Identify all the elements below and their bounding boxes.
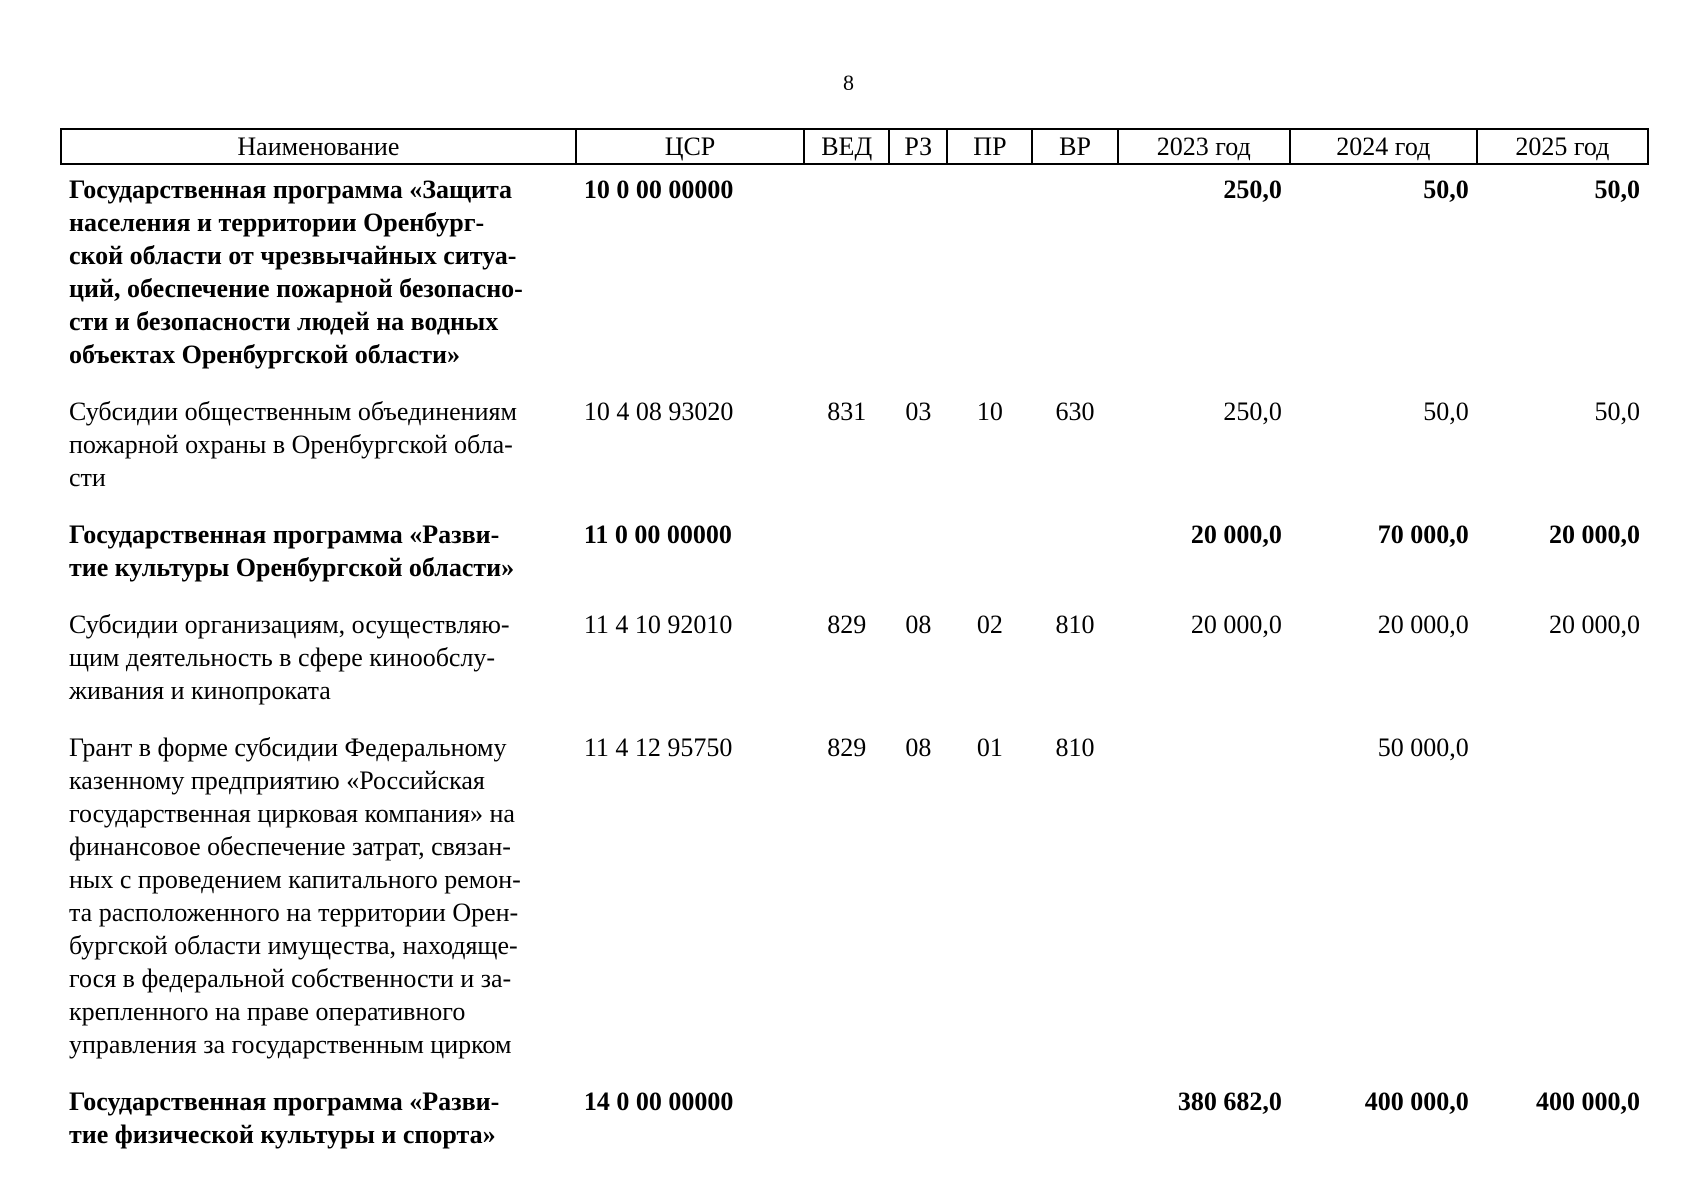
- name-line: Государственная программа «Разви-: [69, 1087, 500, 1116]
- name-line: щим деятельность в сфере кинообслу-: [69, 643, 496, 672]
- amount-2024-cell: 50 000,0: [1377, 733, 1469, 762]
- amount-2024-cell: 50,0: [1423, 397, 1469, 426]
- table-row: [61, 598, 1648, 721]
- name-line: пожарной охраны в Оренбургской обла-: [69, 430, 513, 459]
- ved-cell: [804, 508, 889, 598]
- name-line: Субсидии общественным объединениям: [69, 397, 517, 426]
- vr-cell: 810: [1055, 610, 1095, 639]
- name-line: ций, обеспечение пожарной безопасно-: [69, 274, 523, 303]
- ved-cell: 829: [827, 733, 867, 762]
- ved-cell: 829: [827, 610, 867, 639]
- header-rz: РЗ: [889, 129, 947, 164]
- amount-2023-cell: 250,0: [1223, 397, 1282, 426]
- rz-cell: [889, 1075, 947, 1165]
- pr-cell: [947, 164, 1032, 385]
- amount-2025-cell: 20 000,0: [1549, 520, 1640, 549]
- rz-cell: 08: [905, 610, 932, 639]
- name-cell: [61, 721, 576, 1075]
- name-line: ской области от чрезвычайных ситуа-: [69, 241, 517, 270]
- pr-cell: [947, 508, 1032, 598]
- program-row: [61, 164, 1648, 385]
- name-cell: [61, 1075, 576, 1165]
- amount-2024-cell: 400 000,0: [1364, 1087, 1469, 1116]
- header-2023: 2023 год: [1118, 129, 1290, 164]
- name-line: управления за государственным цирком: [69, 1030, 512, 1059]
- table-row: [61, 385, 1648, 508]
- csr-cell: 11 0 00 00000: [583, 520, 732, 549]
- ved-cell: [804, 164, 889, 385]
- name-line: бургской области имущества, находяще-: [69, 931, 518, 960]
- vr-cell: [1032, 164, 1117, 385]
- pr-cell: [947, 1075, 1032, 1165]
- name-cell: [61, 385, 576, 508]
- vr-cell: [1032, 1075, 1117, 1165]
- header-csr: ЦСР: [576, 129, 804, 164]
- name-line: сти: [69, 463, 106, 492]
- amount-2025-cell: [1477, 721, 1648, 1075]
- name-line: казенному предприятию «Российская: [69, 766, 485, 795]
- amount-2023-cell: 20 000,0: [1190, 610, 1282, 639]
- amount-2025-cell: 400 000,0: [1536, 1087, 1640, 1116]
- amount-2023-cell: 250,0: [1223, 175, 1282, 204]
- header-vr: ВР: [1032, 129, 1117, 164]
- name-line: Субсидии организациям, осуществляю-: [69, 610, 510, 639]
- name-line: та расположенного на территории Орен-: [69, 898, 519, 927]
- header-pr: ПР: [947, 129, 1032, 164]
- name-cell: [61, 508, 576, 598]
- vr-cell: [1032, 508, 1117, 598]
- program-row: [61, 1075, 1648, 1165]
- name-line: Грант в форме субсидии Федеральному: [69, 733, 507, 762]
- vr-cell: 810: [1055, 733, 1095, 762]
- amount-2023-cell: 380 682,0: [1177, 1087, 1282, 1116]
- amount-2025-cell: 50,0: [1594, 397, 1640, 426]
- name-line: ных с проведением капитального ремон-: [69, 865, 521, 894]
- header-ved: ВЕД: [804, 129, 889, 164]
- rz-cell: 03: [905, 397, 932, 426]
- name-line: населения и территории Оренбург-: [69, 208, 485, 237]
- page-number: 8: [843, 70, 854, 95]
- amount-2025-cell: 50,0: [1594, 175, 1640, 204]
- pr-cell: 02: [976, 610, 1003, 639]
- csr-cell: 10 4 08 93020: [583, 397, 734, 426]
- name-line: государственная цирковая компания» на: [69, 799, 515, 828]
- name-line: сти и безопасности людей на водных: [69, 307, 499, 336]
- header-2024: 2024 год: [1290, 129, 1477, 164]
- program-row: [61, 508, 1648, 598]
- amount-2024-cell: 20 000,0: [1377, 610, 1469, 639]
- name-line: живания и кинопроката: [69, 676, 331, 705]
- budget-table: [60, 128, 1649, 1165]
- table-header-row: [61, 129, 1648, 164]
- name-line: тие культуры Оренбургской области»: [69, 553, 515, 582]
- name-line: Государственная программа «Защита: [69, 175, 513, 204]
- rz-cell: [889, 164, 947, 385]
- pr-cell: 01: [976, 733, 1003, 762]
- pr-cell: 10: [976, 397, 1003, 426]
- amount-2024-cell: 70 000,0: [1377, 520, 1469, 549]
- amount-2023-cell: [1118, 721, 1290, 1075]
- csr-cell: 11 4 12 95750: [583, 733, 733, 762]
- csr-cell: 14 0 00 00000: [583, 1087, 734, 1116]
- amount-2024-cell: 50,0: [1423, 175, 1469, 204]
- vr-cell: 630: [1055, 397, 1095, 426]
- name-line: Государственная программа «Разви-: [69, 520, 500, 549]
- header-name: Наименование: [61, 129, 576, 164]
- amount-2025-cell: 20 000,0: [1549, 610, 1640, 639]
- name-line: крепленного на праве оперативного: [69, 997, 466, 1026]
- csr-cell: 11 4 10 92010: [583, 610, 733, 639]
- ved-cell: 831: [827, 397, 867, 426]
- table-body: [61, 164, 1648, 1165]
- csr-cell: 10 0 00 00000: [583, 175, 734, 204]
- header-2025: 2025 год: [1477, 129, 1648, 164]
- ved-cell: [804, 1075, 889, 1165]
- rz-cell: [889, 508, 947, 598]
- name-line: объектах Оренбургской области»: [69, 340, 460, 369]
- name-line: гося в федеральной собственности и за-: [69, 964, 512, 993]
- name-cell: [61, 598, 576, 721]
- name-line: тие физической культуры и спорта»: [69, 1120, 496, 1149]
- rz-cell: 08: [905, 733, 932, 762]
- table-row: [61, 721, 1648, 1075]
- name-line: финансовое обеспечение затрат, связан-: [69, 832, 511, 861]
- amount-2023-cell: 20 000,0: [1190, 520, 1282, 549]
- name-cell: [61, 164, 576, 385]
